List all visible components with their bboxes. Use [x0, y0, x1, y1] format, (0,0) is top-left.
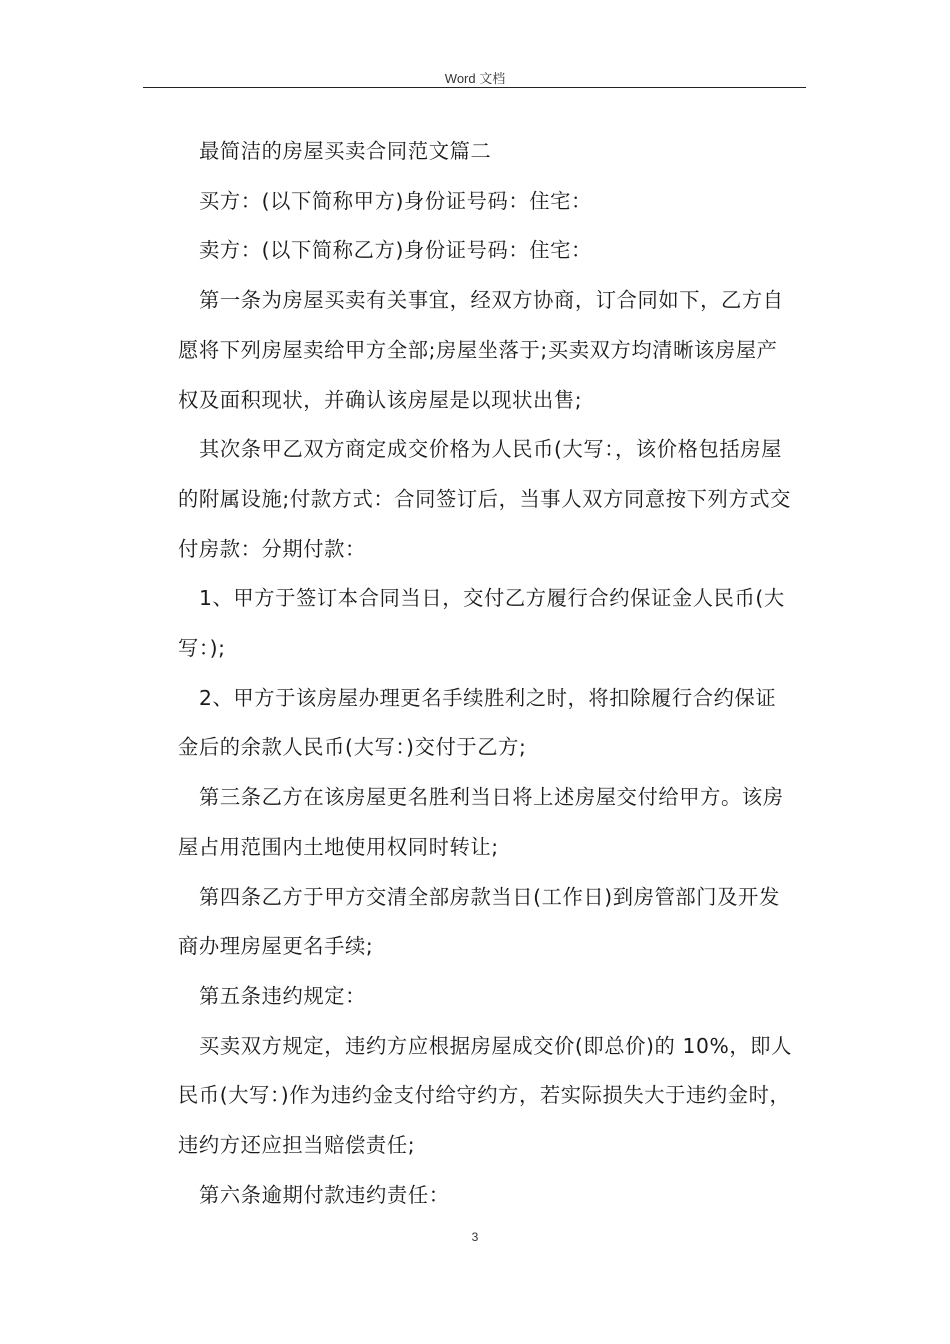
paragraph-article-4: 第四条乙方于甲方交清全部房款当日(工作日)到房管部门及开发商办理房屋更名手续;: [178, 884, 780, 959]
paragraph-item-2: 2、甲方于该房屋办理更名手续胜利之时，将扣除履行合约保证金后的余款人民币(大写：)交付于乙方;: [178, 685, 777, 760]
paragraph-article-2: 其次条甲乙双方商定成交价格为人民币(大写：，该价格包括房屋的附属设施;付款方式：合同签订后，当事人双方同意按下列方式交付房款：分期付款：: [178, 437, 791, 561]
paragraph-article-3: 第三条乙方在该房屋更名胜利当日将上述房屋交付给甲方。该房屋占用范围内土地使用权同时转让;: [178, 785, 784, 859]
paragraph-article-5: 第五条违约规定：: [199, 983, 367, 1008]
page-header-title: Word 文档: [444, 71, 506, 86]
paragraph-penalty: 买卖双方规定，违约方应根据房屋成交价(即总价)的 10%，即人民币(大写：)作为违约金支付给守约方，若实际损失大于违约金时，违约方还应担当赔偿责任;: [178, 1033, 792, 1158]
paragraph-buyer: 买方：(以下简称甲方)身份证号码：住宅：: [199, 188, 592, 213]
paragraph-article-1: 第一条为房屋买卖有关事宜，经双方协商，订合同如下，乙方自愿将下列房屋卖给甲方全部;房屋坐落于;买卖双方均清晰该房屋产权及面积现状，并确认该房屋是以现状出售;: [178, 288, 784, 412]
paragraph-seller: 卖方：(以下简称乙方)身份证号码：住宅：: [199, 238, 592, 263]
header-divider: [143, 87, 806, 88]
paragraph-article-6: 第六条逾期付款违约责任：: [199, 1182, 450, 1207]
page-number: 3: [471, 1230, 479, 1244]
document-title: 最简洁的房屋买卖合同范文篇二: [199, 139, 492, 163]
paragraph-item-1: 1、甲方于签订本合同当日，交付乙方履行合约保证金人民币(大写：);: [178, 586, 785, 661]
document-body: [178, 127, 794, 1220]
